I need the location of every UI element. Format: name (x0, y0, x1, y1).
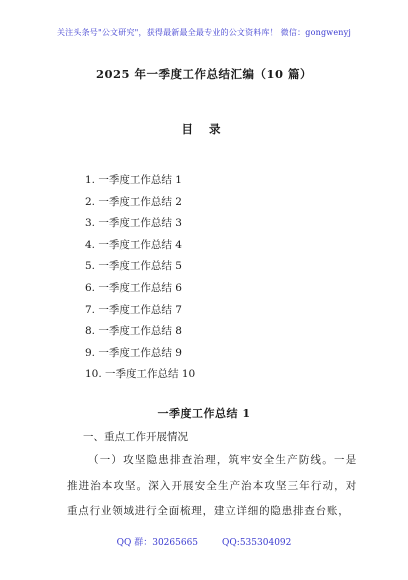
toc-item-9[interactable]: 9. 一季度工作总结 9 (85, 346, 182, 359)
toc-item-1[interactable]: 1. 一季度工作总结 1 (85, 174, 182, 186)
sub-heading: 一、重点工作开展情况 (83, 431, 188, 443)
toc-item-5[interactable]: 5. 一季度工作总结 5 (85, 260, 182, 273)
table-of-contents (85, 170, 195, 386)
toc-item-4[interactable]: 4. 一季度工作总结 4 (85, 238, 182, 251)
footer-contact (0, 535, 408, 548)
body-paragraph: （一）攻坚隐患排查治理，筑牢安全生产防线。一是推进治本攻坚。深入开展安全生产治本攻坚三年行动，对重点行业领域进行全面梳理，建立详细的隐患排查台账， (67, 454, 357, 517)
toc-item-6[interactable]: 6. 一季度工作总结 6 (85, 281, 182, 294)
footer-qq-group: QQ 群：30265665 (116, 538, 199, 548)
header-promo-note: 关注头条号"公文研究"，获得最新最全最专业的公文资料库！ 微信：gongwenyj (56, 28, 352, 37)
footer-qq: QQ:535304092 (222, 538, 292, 548)
section-title: 一季度工作总结 1 (157, 407, 251, 420)
toc-item-10[interactable]: 10. 一季度工作总结 10 (85, 368, 196, 381)
toc-heading: 目 录 (181, 122, 227, 136)
toc-item-2[interactable]: 2. 一季度工作总结 2 (85, 195, 182, 208)
document-title: 2025 年一季度工作总结汇编（10 篇） (95, 67, 313, 81)
toc-item-3[interactable]: 3. 一季度工作总结 3 (85, 217, 182, 230)
toc-item-7[interactable]: 7. 一季度工作总结 7 (85, 303, 182, 316)
toc-item-8[interactable]: 8. 一季度工作总结 8 (85, 325, 182, 338)
